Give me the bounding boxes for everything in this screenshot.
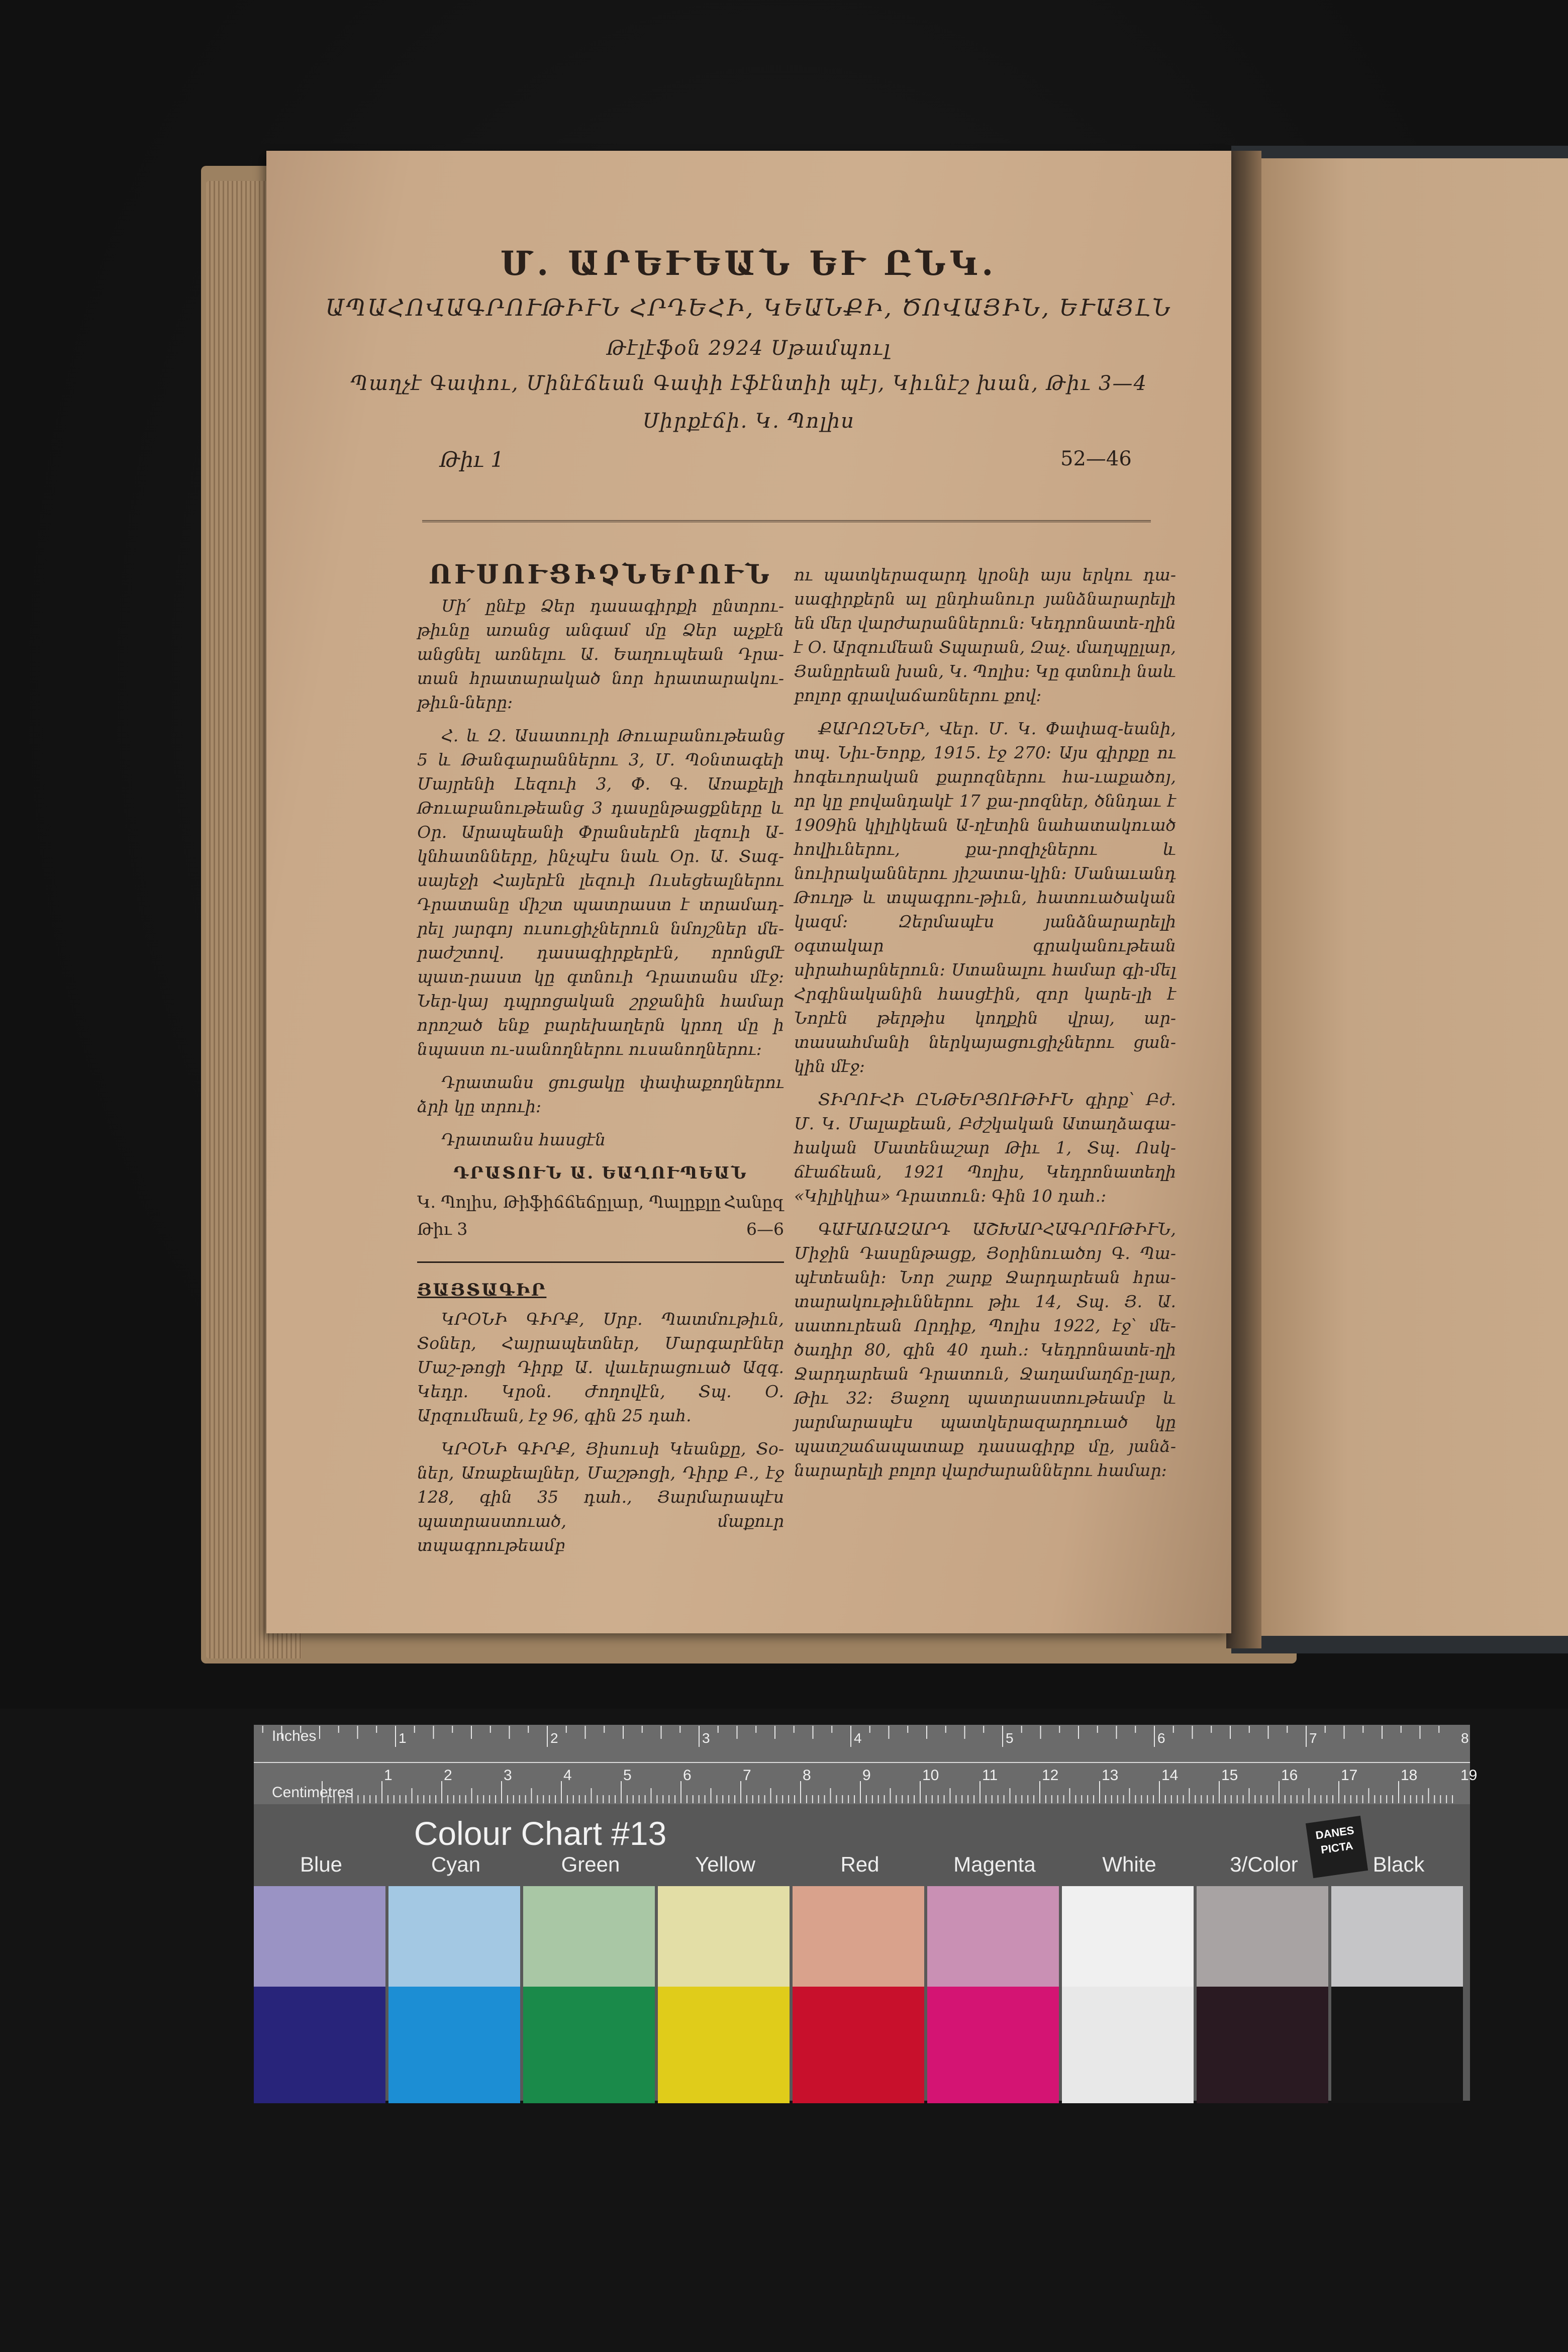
inch-number: 5 bbox=[1006, 1730, 1014, 1746]
column-divider bbox=[417, 1261, 784, 1263]
colour-chart-title: Colour Chart #13 bbox=[414, 1815, 667, 1852]
address-line: Պաղչէ Գափու, Մինէճեան Գափի էֆէնտիի պէյ, Կիւնէշ խան, Թիւ 3—4 bbox=[350, 372, 1147, 395]
cm-number: 12 bbox=[1042, 1767, 1059, 1784]
danes-picta-logo: DANES PICTA bbox=[1306, 1816, 1368, 1878]
light-patch-yellow bbox=[658, 1886, 790, 1987]
cm-number: 4 bbox=[563, 1767, 572, 1784]
light-patch-cyan bbox=[388, 1886, 520, 1987]
cm-number: 13 bbox=[1102, 1767, 1119, 1784]
city-line: Սիրքէճի. Կ. Պոլիս bbox=[643, 410, 855, 433]
dark-patch-red bbox=[793, 1987, 924, 2103]
cm-number: 16 bbox=[1281, 1767, 1298, 1784]
signoff: Դրատանս հասցէն bbox=[441, 1130, 606, 1149]
dark-patch-yellow bbox=[658, 1987, 790, 2103]
column-heading: ՈՒՍՈՒՑԻՉՆԵՐՈՒՆ bbox=[429, 559, 772, 590]
light-patch-blue bbox=[254, 1886, 385, 1987]
colour-chart bbox=[254, 1804, 1470, 2101]
light-patch-magenta bbox=[927, 1886, 1059, 1987]
cm-number: 2 bbox=[444, 1767, 452, 1784]
cm-number: 7 bbox=[743, 1767, 751, 1784]
inch-number: 3 bbox=[702, 1730, 710, 1746]
inch-number: 7 bbox=[1309, 1730, 1317, 1746]
paragraph: Մի՛ ընէք Ձեր դասագիրքի ընտրու-թիւնը առանց անգամ մը Ձեր աչքէն անցնել առնելու Ա. Եաղուպեան Դրա-տան հրատարակած նոր հրատարակու-թիւն-ները: bbox=[417, 596, 784, 712]
ruler-centimetres-label: Centimetres bbox=[272, 1784, 353, 1801]
inch-number: 2 bbox=[550, 1730, 558, 1746]
cm-number: 14 bbox=[1161, 1767, 1179, 1784]
publisher-address-text: Հանըզ bbox=[724, 1192, 784, 1212]
chip-label-yellow: Yellow bbox=[695, 1852, 755, 1876]
header-rule bbox=[422, 520, 1151, 525]
cm-number: 9 bbox=[862, 1767, 871, 1784]
publisher-address-text: Կ. Պոլիս, Թիֆիճճեճըլար, Պալըքլը bbox=[417, 1192, 721, 1212]
page-title: Մ. ԱՐԵՒԵԱՆ ԵՒ ԸՆԿ. bbox=[500, 244, 998, 283]
paragraph: Դրատանս ցուցակը փափաքողներու ձրի կը տրուի: bbox=[417, 1072, 784, 1116]
inch-number: 6 bbox=[1157, 1730, 1165, 1746]
right-page bbox=[1254, 158, 1568, 1636]
book-gutter bbox=[1226, 151, 1261, 1648]
cm-number: 18 bbox=[1401, 1767, 1418, 1784]
dark-patch-blue bbox=[254, 1987, 385, 2103]
publisher-address bbox=[417, 1190, 784, 1214]
paragraph: ՏԻՐՈՒՀԻ ԸՆԹԵՐՑՈՒԹԻՒՆ գիրք՝ Բժ. Մ. Կ. Մալաքեան, Բժշկական Ատաղձագա-հական Մատենաշար Թիւ 1, Տպ. Ոսկ-ճէաճեան, 1921 Պոլիս, Կեդրոնատեղի «Կիլիկիա» Դրատուն: Գին 10 դահ.: bbox=[794, 1090, 1176, 1206]
chip-label-white: White bbox=[1102, 1852, 1156, 1876]
chip-label-blue: Blue bbox=[300, 1852, 343, 1876]
page-subtitle: ԱՊԱՀՈՎԱԳՐՈՒԹԻՒՆ ՀՐԴԵՀԻ, ԿԵԱՆՔԻ, ԾՈՎԱՅԻՆ, ԵՒԱՅԼՆ bbox=[325, 294, 1172, 321]
dark-patch-cyan bbox=[388, 1987, 520, 2103]
chip-label-green: Green bbox=[561, 1852, 620, 1876]
paragraph: Հ. և Զ. Ասատուրի Թուաբանութեանց 5 և Թանգարաններու 3, Մ. Պօնտագեի Մայրենի Լեզուի 3, Փ. Գ. Առաքելի Թուաբանութեանց 3 դասընթացքները և Օր. Արապեանի Փրանսերէն լեզուի Ա-կնհատնները, ինչպէս նաև Օր. Ա. Տագ-սայեջի Հայերէն լեզուի Ուսեցեալներու Դրատանը միշտ պատրաստ է տրամադ-րել յարգոյ ուսուցիչներուն նմոյշներ մե-րաժշտով. դասագիրքերէն, որոնցմէ պատ-րաստ կը գտնուի Դրատանս մէջ: Ներ-կայ դպրոցական շրջանին համար որոշած ենք բարեխաղերն կրող մը ի նպաստ ու-սանողներու ուսանողներու: bbox=[417, 726, 784, 1059]
cm-number: 19 bbox=[1460, 1767, 1478, 1784]
paragraph: ԿՐՕՆԻ ԳԻՐՔ, Սրբ. Պատմութիւն, Տօներ, Հայրապետներ, Մարգարէներ Մաշ-թոցի Դիրք Ա. վաւերացուած Ազգ. Կեդր. Կրօն. Ժողովէն, Տպ. Օ. Արզումեան, էջ 96, գին 25 դահ. bbox=[417, 1309, 784, 1425]
dark-patch-magenta bbox=[927, 1987, 1059, 2103]
light-patch-white bbox=[1062, 1886, 1194, 1987]
inch-number: 1 bbox=[399, 1730, 407, 1746]
ads-heading: ՅԱՅՏԱԳԻՐ bbox=[417, 1280, 547, 1300]
inch-number: 4 bbox=[854, 1730, 862, 1746]
cm-number: 3 bbox=[504, 1767, 512, 1784]
publisher-number bbox=[417, 1217, 784, 1241]
cm-number: 5 bbox=[623, 1767, 632, 1784]
light-patch-3color bbox=[1197, 1886, 1328, 1987]
chip-label-black: Black bbox=[1373, 1852, 1425, 1876]
light-patch-black bbox=[1331, 1886, 1463, 1987]
cm-number: 8 bbox=[803, 1767, 811, 1784]
issue-code: 52—46 bbox=[1060, 447, 1132, 470]
phone-line: Թէլէֆօն 2924 Սթամպուլ bbox=[607, 337, 891, 360]
measurement-ruler bbox=[254, 1725, 1478, 1804]
cm-number: 11 bbox=[982, 1767, 998, 1784]
light-patch-red bbox=[793, 1886, 924, 1987]
dark-patch-black bbox=[1331, 1987, 1463, 2103]
ruler-ticks bbox=[254, 1725, 1478, 1804]
cm-number: 1 bbox=[384, 1767, 393, 1784]
light-patch-green bbox=[523, 1886, 655, 1987]
dark-patch-green bbox=[523, 1987, 655, 2103]
publisher-name: ԴՐԱՏՈՒՆ Ա. ԵԱՂՈՒՊԵԱՆ bbox=[453, 1163, 748, 1183]
issue-number: Թիւ 1 bbox=[440, 447, 504, 472]
paragraph: ԳԱՒԱՌԱԶԱՐԴ ԱՇԽԱՐՀԱԳՐՈՒԹԻՒՆ, Միջին Դասընթացք, Յօրինուածոյ Գ. Պա-պէտեանի: Նոր շարք Ջարդարեան հրա-տարակութիւններու թիւ 14, Տպ. Յ. Ա. սատուրեան Որդիք, Պոլիս 1922, էջ՝ մե-ծադիր 80, գին 40 դահ.: Կեդրոնատե-ղի Ջարդարեան Դրատուն, Ջաղամաղճը-լար, Թիւ 32: Յաջող պատրաստութեամբ և յարմարապէս պատկերազարդուած կը պատշաճապատաք դասագիրք մը, յանձ-նարարելի բոլոր վարժարաններու համար: bbox=[794, 1219, 1176, 1480]
cm-number: 10 bbox=[922, 1767, 939, 1784]
left-page bbox=[266, 151, 1231, 1633]
paragraph: ԿՐՕՆԻ ԳԻՐՔ, Յիսուսի Կեանքը, Տօ-ներ, Առաքեալներ, Մաշթոցի, Դիրք Բ., էջ 128, գին 35 դահ., Յարմարապէս պատրաստուած, մաքուր տպագրութեամբ bbox=[417, 1439, 784, 1555]
dark-patch-3color bbox=[1197, 1987, 1328, 2103]
publisher-number-right: 6—6 bbox=[746, 1219, 784, 1239]
ruler-inches-label: Inches bbox=[272, 1728, 317, 1744]
inch-number: 8 bbox=[1461, 1730, 1469, 1746]
paragraph: ՔԱՐՈԶՆԵՐ, Վեր. Մ. Կ. Փափազ-եանի, տպ. Նիւ-Եորք, 1915. էջ 270: Այս գիրքը ու հոգեւորական քարոզներու հա-ւաքածոյ, որ կը բովանդակէ 17 քա-րոզներ, ծննդաւ է 1909ին կիլիկեան Ա-ղէտին նահատակուած հովիւներու, քա-րոզիչներու և նուիրականներու յիշատա-կին: Մանաւանդ Թուղթ և տպագրու-թիւն, հատուածական կազմ: Զերմապէս յանձնարարելի օգտակար գրականութեան սիրահարներուն: Ստանալու համար գի-մել Հրգինականին հասցէին, զոր կարե-լի է Նորէն թերթիս կողքին վրայ, ար-տասահմանի ներկայացուցիչներու ցան-կին մէջ: bbox=[794, 719, 1176, 1076]
cm-number: 15 bbox=[1221, 1767, 1238, 1784]
right-column bbox=[794, 563, 1176, 1492]
paragraph: ու պատկերազարդ կրօնի այս երկու դա-սագիրքերն ալ ընդհանուր յանձնարարելի են մեր վարժարաններուն: Կեդրոնատե-ղին է Օ. Արզումեան Տպարան, Զաչ. մաղպըլար, Յանըրեան խան, Կ. Պոլիս: Կը գտնուի նաև բոլոր գրավաճառներու քով: bbox=[794, 565, 1176, 705]
chip-label-red: Red bbox=[840, 1852, 879, 1876]
chip-label-magenta: Magenta bbox=[953, 1852, 1036, 1876]
cm-number: 6 bbox=[683, 1767, 692, 1784]
left-column bbox=[417, 559, 784, 1566]
chip-label-3color: 3/Color bbox=[1230, 1852, 1298, 1876]
publisher-number-left: Թիւ 3 bbox=[417, 1219, 468, 1239]
dark-patch-white bbox=[1062, 1987, 1194, 2103]
chip-label-cyan: Cyan bbox=[431, 1852, 481, 1876]
cm-number: 17 bbox=[1341, 1767, 1358, 1784]
